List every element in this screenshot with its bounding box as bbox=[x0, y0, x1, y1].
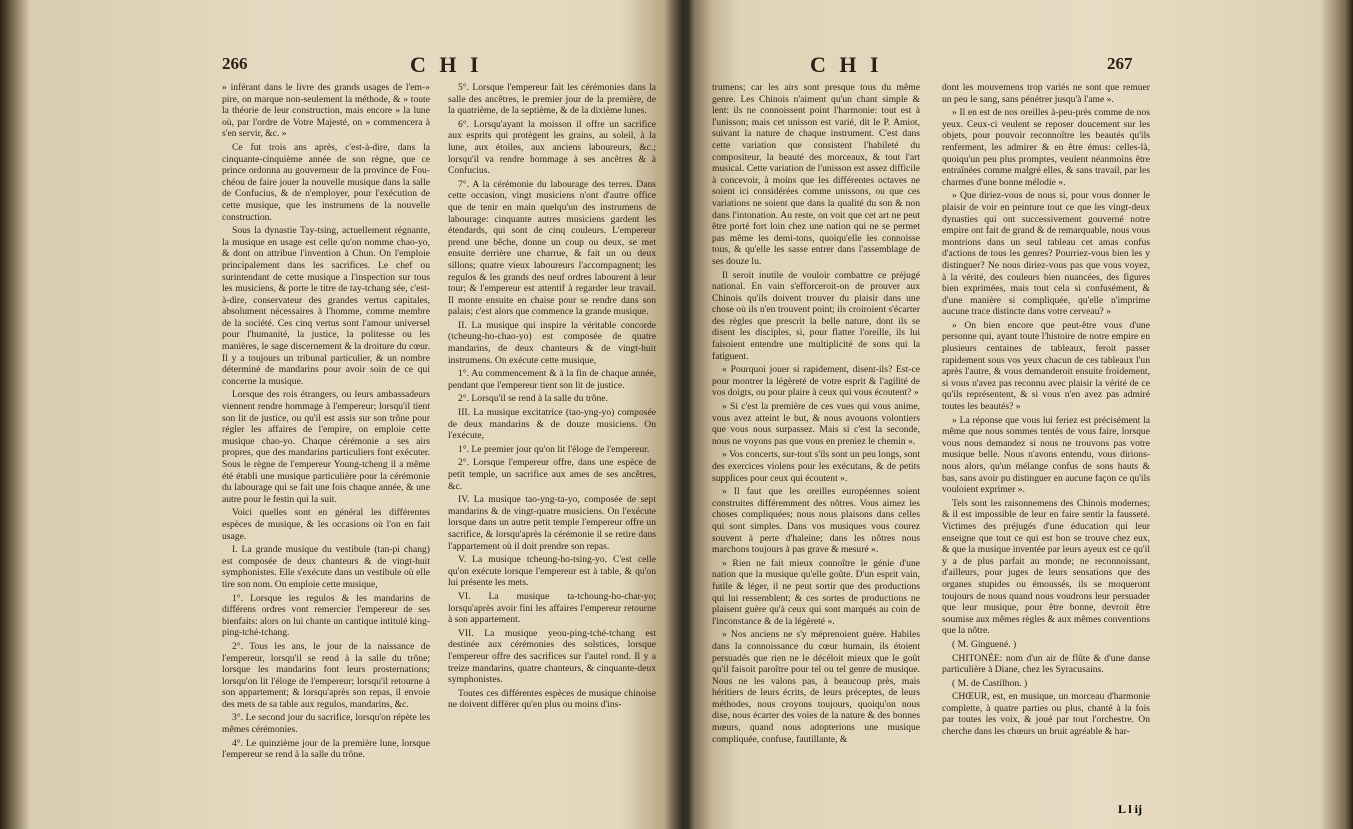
right-column-1 bbox=[712, 82, 920, 747]
paragraph: Tels sont les raisonnemens des Chinois modernes; & il est impossible de leur en faire sentir la fausseté. Victimes des préjugés d'une éducation qui leur enseigne que tout ce qui est bon se trouve chez eux, & que la musique inventée par leurs ayeux est ce qu'il y a de plus parfait au monde; ne reconnoissant, d'ailleurs, pour juges de leurs sensations que des organes stupides ou émoussés, ils se moqueront toujours de nous quand nous voudrons leur persuader que leur musique, pour être bonne, devroit être soumise aux mêmes règles & aux mêmes conventions que la nôtre. bbox=[942, 497, 1150, 637]
paragraph: VII. La musique yeou-ping-tché-tchang est destinée aux cérémonies des solstices, lorsque l'empereur offre des sacrifices sur l'autel rond. Il y a treize mandarins, quatre chanteurs, & cinquante-deux symphonistes. bbox=[448, 627, 656, 686]
left-column-2 bbox=[448, 82, 656, 713]
paragraph: 6°. Lorsqu'ayant la moisson il offre un sacrifice aux esprits qui protègent les grains, au soleil, à la lune, aux étoiles, aux anciens laboureurs, &c.; lorsqu'il va rendre hommage à ses ancêtres & à Confucius. bbox=[448, 118, 656, 177]
paragraph: CHŒUR, est, en musique, un morceau d'harmonie complette, à quatre parties ou plus, chanté à la fois par toutes les voix, & joué par tout l'orchestre. On cherche dans les chœurs un bruit agréable & har- bbox=[942, 691, 1150, 738]
paragraph: V. La musique tcheung-ho-tsing-yo. C'est celle qu'on exécute lorsque l'empereur est à table, & qu'on lui présente les mets. bbox=[448, 554, 656, 589]
paragraph: Lorsque des rois étrangers, ou leurs ambassadeurs viennent rendre hommage à l'empereur; lorsqu'il tient son lit de justice, ou qu'il est assis sur son trône pour régler les affaires de l'empire, on emploie cette musique chao-yo. Chaque cérémonie a ses airs propres, que des mandarins particuliers font exécuter. Sous le règne de l'empereur Young-tcheng il a même été établi une musique particulière pour la cérémonie du labourage qui se fait une fois chaque année, & une autre pour le festin qui la suit. bbox=[222, 389, 430, 505]
paragraph: » Rien ne fait mieux connoître le génie d'une nation que la musique qu'elle goûte. D'un esprit vain, futile & léger, il ne peut sortir que des productions qui lui ressemblent; & ces sortes de productions ne plaisent guère qu'à ceux qui sont marqués au coin de l'inconstance & de la légèreté ». bbox=[712, 557, 920, 627]
paragraph: » La réponse que vous lui feriez est précisément la même que nous sommes tentés de vous faire, lorsque vous nous demandez si nous ne trouvons pas votre musique belle. Nous n'avons entendu, vous dirions-nous alors, qu'un mélange confus de sons hauts & bas, sans avoir pu distinguer en aucune façon ce qu'ils vouloient exprimer ». bbox=[942, 414, 1150, 496]
paragraph: Toutes ces différentes espèces de musique chinoise ne doivent différer qu'en plus ou moins d'ins- bbox=[448, 687, 656, 711]
right-running-head: C H I bbox=[810, 52, 883, 77]
right-page-number: 267 bbox=[1107, 54, 1133, 73]
paragraph: III. La musique excitatrice (tao-yng-yo) composée de deux mandarins & de douze musiciens. On l'exécute, bbox=[448, 407, 656, 442]
paragraph: 7°. A la cérémonie du labourage des terres. Dans cette occasion, vingt musiciens n'ont d'autre office que de tenir en main quelqu'un des instrumens de labourage: cinquante autres musiciens gardent les étendards, qui sont de cinq couleurs. L'empereur prend une bêche, donne un coup ou deux, se met ensuite derrière une charrue, & fait un ou deux sillons; quatre vieux laboureurs l'accompagnent; les regulos & les grands des neuf ordres labourent à leur tour; & l'empereur est attentif à regarder leur travail. Il monte ensuite en chaise pour se rendre dans son palais; c'est alors que commence la grande musique. bbox=[448, 178, 656, 318]
left-page-header bbox=[222, 52, 662, 78]
right-page bbox=[712, 52, 1162, 745]
left-column-1 bbox=[222, 82, 430, 763]
right-page-header bbox=[712, 52, 1162, 78]
paragraph: 1°. Lorsque les regulos & les mandarins de différens ordres vont remercier l'empereur de ses bienfaits: alors on lui chante un cantique intitulé king-ping-tché-tchang. bbox=[222, 592, 430, 639]
right-column-2 bbox=[942, 82, 1150, 740]
paragraph: 2°. Tous les ans, le jour de la naissance de l'empereur, lorsqu'il se rend à la salle du trône; lorsque les mandarins font leurs prosternations; lorsqu'on lit l'éloge de l'empereur; lorsqu'il retourne à son appartement; & lorsqu'après son repas, il envoie des mets de sa table aux regulos, mandarins, &c. bbox=[222, 640, 430, 710]
paragraph: IV. La musique tao-yng-ta-yo, composée de sept mandarins & de vingt-quatre musiciens. On l'exécute lorsque dans un autre petit temple l'empereur offre un sacrifice, & lorsqu'après la cérémonie il se retire dans l'appartement où il doit prendre son repas. bbox=[448, 494, 656, 552]
paragraph: » inférant dans le livre des grands usages de l'em-» pire, on marque non-seulement la méthode, & » toute la théorie de leur construction, mais encore » la lune où, par l'ordre de Votre Majesté, on » commencera à s'en servir, &c. » bbox=[222, 82, 430, 140]
paragraph: 4°. Le quinzième jour de la première lune, lorsque l'empereur se rend à la salle du trône. bbox=[222, 737, 430, 761]
paragraph: » Que diriez-vous de nous si, pour vous donner le plaisir de voir en peinture tout ce que les vingt-deux dynasties qui ont successivement gouverné notre empire ont fait de grand & de remarquable, nous vous montrions dans un seul tableau cet amas confus d'actions de tous les genres? Pourriez-vous bien les y distinguer? Ne nous diriez-vous pas que vous voyez, à la vérité, des couleurs bien nuancées, des figures bien exprimées, mais tout cela si confusément, & d'une manière si compliquée, qu'elle n'imprime aucune trace distincte dans votre cerveau? » bbox=[942, 190, 1150, 318]
paragraph: » Nos anciens ne s'y méprenoient guère. Habiles dans la connoissance du cœur humain, ils étoient persuadés que rien ne le décéloit mieux que le goût qu'il faisoit paroître pour tel ou tel genre de musique. Nous ne les valons pas, à beaucoup près, mais héritiers de leurs écrits, de leurs préceptes, de leurs méthodes, nous croyons toujours, quoiqu'on nous dise, nous écarter des voies de la nature & des bonnes mœurs, quand nous adopterions une musique compliquée, confuse, fautillante, & bbox=[712, 629, 920, 745]
paragraph: 5°. Lorsque l'empereur fait les cérémonies dans la salle des ancêtres, le premier jour de la première, de la quatrième, de la septième, & de la dixième lunes. bbox=[448, 82, 656, 117]
paragraph: » On bien encore que peut-être vous d'une personne qui, ayant toute l'histoire de notre empire en plusieurs centaines de tableaux, feroit passer rapidement sous vos yeux chacun de ces tableaux l'un après l'autre, & vous demanderoit ensuite froidement, si vous n'avez pas reconnu avec plaisir la vérité de ce qu'ils représentent, & si vous n'en avez pas admiré toutes les beautés? » bbox=[942, 319, 1150, 413]
left-page-number: 266 bbox=[222, 54, 248, 73]
left-page bbox=[222, 52, 662, 761]
paragraph: » Il faut que les oreilles européennes soient construites différemment des nôtres. Vous aimez les choses compliquées; nous nous plaisons dans celles qui sont simples. Dans vos musiques vous courez souvent à perte d'haleine; dans les nôtres nous marchons toujours à pas grave & mesuré ». bbox=[712, 486, 920, 556]
paragraph: 3°. Le second jour du sacrifice, lorsqu'on répète les mêmes cérémonies. bbox=[222, 712, 430, 736]
paragraph: Sous la dynastie Tay-tsing, actuellement régnante, la musique en usage est celle qu'on nomme chao-yo, & dont on attribue l'invention à Chun. On l'emploie principalement dans les sacrifices. Le chef ou surintendant de cette musique a l'inspection sur tous les musiciens, & porte le titre de tay-tchang sée, c'est-à-dire, conservateur des grandes vertus capitales, absolument nécessaires à l'homme, comme membre de la société. Ces cinq vertus sont l'amour universel pour l'humanité, la justice, la politesse ou les manières, le sage discernement & la droiture du cœur. Il y a toujours un tribunal particulier, & un nombre déterminé de mandarins pour avoir soin de ce qui concerne la musique. bbox=[222, 225, 430, 387]
signature-mark: L l ij bbox=[1118, 802, 1143, 816]
paragraph: ( M. de Castilhon. ) bbox=[952, 677, 1028, 689]
paragraph: « Pourquoi jouer si rapidement, disent-ils? Est-ce pour montrer la légèreté de votre esprit & l'agilité de vos doigts, ou pour plaire à ceux qui vous écoutent? » bbox=[712, 364, 920, 399]
paragraph: 1°. Au commencement & à la fin de chaque année, pendant que l'empereur tient son lit de justice. bbox=[448, 368, 656, 391]
paragraph: I. La grande musique du vestibule (tan-pi chang) est composée de deux chanteurs & de vingt-huit symphonistes. Elle s'exécute dans un vestibule où elle tire son nom. On emploie cette musique, bbox=[222, 544, 430, 590]
paragraph: 2°. Lorsqu'il se rend à la salle du trône. bbox=[458, 393, 608, 405]
paragraph: II. La musique qui inspire la véritable concorde (tcheung-ho-chao-yo) est composée de quatre mandarins, de deux chanteurs & de vingt-huit instrumens. On exécute cette musique, bbox=[448, 319, 656, 366]
paragraph: CHITONÉE: nom d'un air de flûte & d'une danse particulière à Diane, chez les Syracusains. bbox=[942, 652, 1150, 676]
paragraph: » Vos concerts, sur-tout s'ils sont un peu longs, sont des exercices violens pour les exécutans, & de petits supplices pour ceux qui écoutent ». bbox=[712, 449, 920, 484]
paragraph: 2°. Lorsque l'empereur offre, dans une espèce de petit temple, un sacrifice aux ames de ses ancêtres, &c. bbox=[448, 457, 656, 492]
paragraph: » Si c'est la première de ces vues qui vous anime, vous avez atteint le but, & nous avouons volontiers que vous nous surpassez. Mais si c'est la seconde, nous ne voyons pas que vous en preniez le chemin ». bbox=[712, 401, 920, 447]
paragraph: Il seroit inutile de vouloir combattre ce préjugé national. En vain s'efforceroit-on de prouver aux Chinois qu'ils doivent trouver du plaisir dans une chose où ils n'en trouvent point; ils croiroient s'écarter des règles que prescrit la belle nature, dont ils se disent les disciples, si, pour flatter l'oreille, ils lui faisoient entendre une multiplicité de sons qui la fatiguent. bbox=[712, 269, 920, 362]
paragraph: dont les mouvemens trop variés ne sont que remuer un peu le sang, sans pénétrer jusqu'à l'ame ». bbox=[942, 82, 1150, 105]
paragraph: ( M. Ginguené. ) bbox=[952, 638, 1017, 650]
paragraph: Voici quelles sont en général les différentes espèces de musique, & les occasions où l'on en fait usage. bbox=[222, 507, 430, 542]
left-running-head: C H I bbox=[410, 52, 483, 77]
paragraph: 1°. Le premier jour qu'on lit l'éloge de l'empereur. bbox=[458, 443, 650, 455]
paragraph: » Il en est de nos oreilles à-peu-près comme de nos yeux. Ceux-ci veulent se reposer doucement sur les objets, pour pouvoir reconnoître les beautés qu'ils renferment, les admirer & en être émus: celles-là, quoiqu'un peu plus promptes, veulent néanmoins être entraînées comme malgré elles, & sans travail, par les charmes d'une bonne mélodie ». bbox=[942, 107, 1150, 188]
paragraph: trumens; car les airs sont presque tous du même genre. Les Chinois n'aiment qu'un chant simple & lent: ils ne connoissent point l'harmonie: tout est à l'unisson; mais cet unisson est varié, dit le P. Amiot, suivant la nature de chaque instrument. C'est dans cette variation que consistent l'habileté du compositeur, la beauté des morceaux, & tout l'art musical. Cette variation de l'unisson est assez difficile à concevoir, à moins que les différentes octaves ne soient ici considérées comme unissons, ou que ces variations ne soient que dans la qualité du son & non dans l'intonation. Au reste, on voit que cet art ne peut être porté fort loin chez une nation qui ne se permet pas même les demi-tons, quoiqu'elle les connoisse tous, & qu'elle les sasse entrer dans l'assemblage de ses douze lu. bbox=[712, 82, 920, 267]
book-gutter bbox=[664, 0, 712, 829]
paragraph: VI. La musique ta-tchoung-ho-char-yo; lorsqu'après avoir fini les affaires l'empereur retourne à son appartement. bbox=[448, 590, 656, 626]
paragraph: Ce fut trois ans après, c'est-à-dire, dans la cinquante-cinquième année de son règne, que ce prince ordonna au gouverneur de la province de Fou-chéou de faire jouer la nouvelle musique dans la salle de Confucius, & de n'employer, pour l'exécution de cette musique, que les instrumens de la nouvelle construction. bbox=[222, 141, 430, 223]
